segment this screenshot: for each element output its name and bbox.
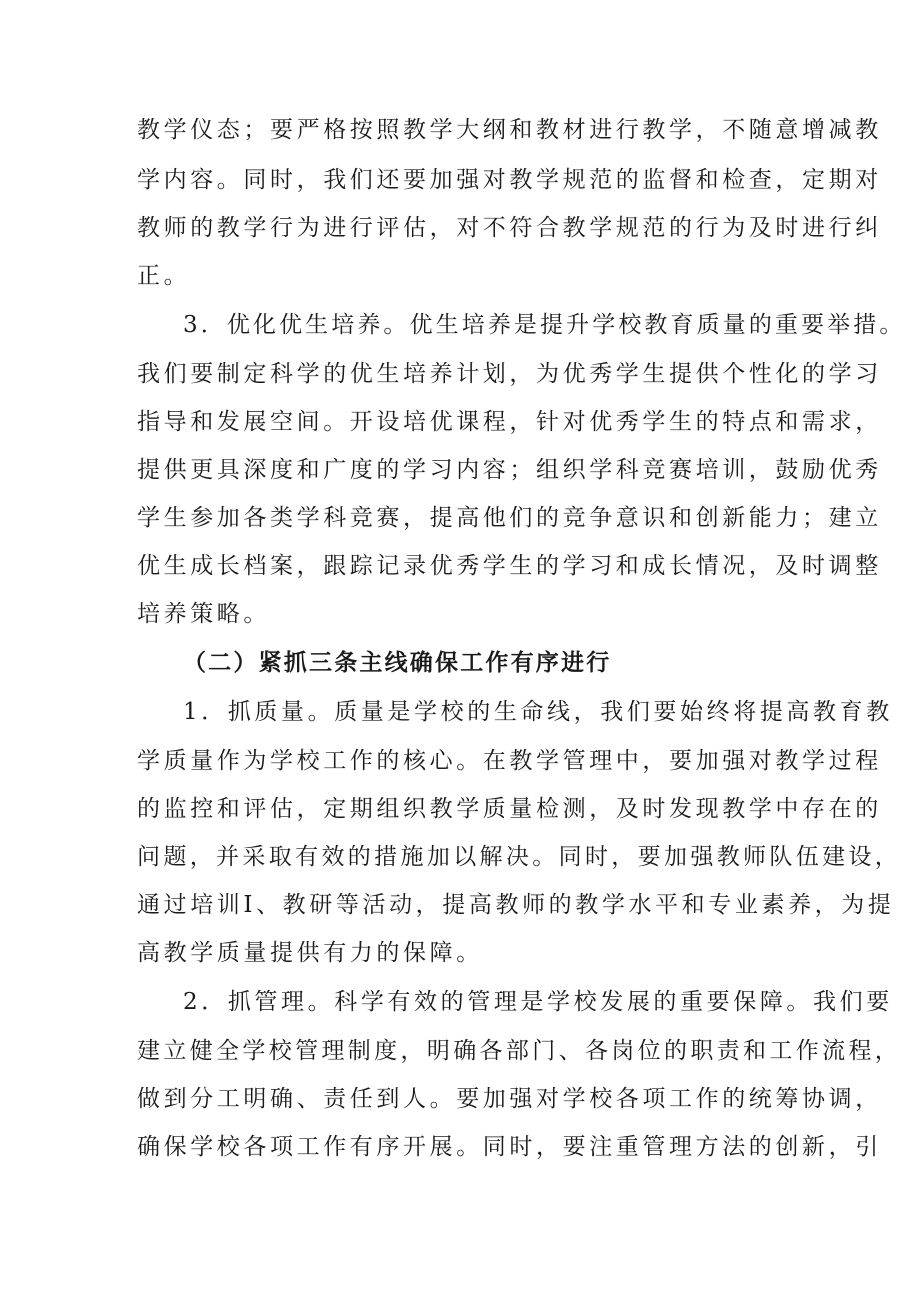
body-text-line: 教学仪态；要严格按照教学大纲和教材进行教学，不随意增减教 <box>137 117 882 143</box>
body-text-line: 提供更具深度和广度的学习内容；组织学科竞赛培训，鼓励优秀 <box>137 457 882 483</box>
body-text-line: 学内容。同时，我们还要加强对教学规范的监督和检查，定期对 <box>137 167 882 193</box>
body-text-line: 做到分工明确、责任到人。要加强对学校各项工作的统筹协调， <box>137 1086 882 1112</box>
body-text-line: 培养策略。 <box>137 601 270 627</box>
body-text-line: 确保学校各项工作有序开展。同时，要注重管理方法的创新，引 <box>137 1134 882 1160</box>
list-item-text: 1．抓质量。质量是学校的生命线，我们要始终将提高教育教 <box>183 699 893 725</box>
body-text-line: 正。 <box>137 263 191 289</box>
body-text-line: 高教学质量提供有力的保障。 <box>137 940 483 966</box>
body-text-line: 我们要制定科学的优生培养计划，为优秀学生提供个性化的学习 <box>137 361 882 387</box>
body-text-line: 问题，并采取有效的措施加以解决。同时，要加强教师队伍建设， <box>137 844 902 870</box>
body-text-line: 通过培训I、教研等活动，提高教师的教学水平和专业素养，为提 <box>137 892 895 918</box>
body-text-line: 教师的教学行为进行评估，对不符合教学规范的行为及时进行纠 <box>137 215 882 241</box>
section-heading: （二）紧抓三条主线确保工作有序进行 <box>183 650 612 676</box>
body-text-line: 优生成长档案，跟踪记录优秀学生的学习和成长情况，及时调整 <box>137 553 882 579</box>
body-text-line: 的监控和评估，定期组织教学质量检测，及时发现教学中存在的 <box>137 796 882 822</box>
body-text-line: 学质量作为学校工作的核心。在教学管理中，要加强对教学过程 <box>137 748 882 774</box>
body-text-line: 指导和发展空间。开设培优课程，针对优秀学生的特点和需求， <box>137 409 882 435</box>
body-text-line: 学生参加各类学科竞赛，提高他们的竞争意识和创新能力；建立 <box>137 505 882 531</box>
body-text-line: 建立健全学校管理制度，明确各部门、各岗位的职责和工作流程， <box>137 1038 902 1064</box>
list-item-text: 2．抓管理。科学有效的管理是学校发展的重要保障。我们要 <box>183 989 893 1015</box>
list-item-text: 3．优化优生培养。优生培养是提升学校教育质量的重要举措。 <box>183 312 906 338</box>
